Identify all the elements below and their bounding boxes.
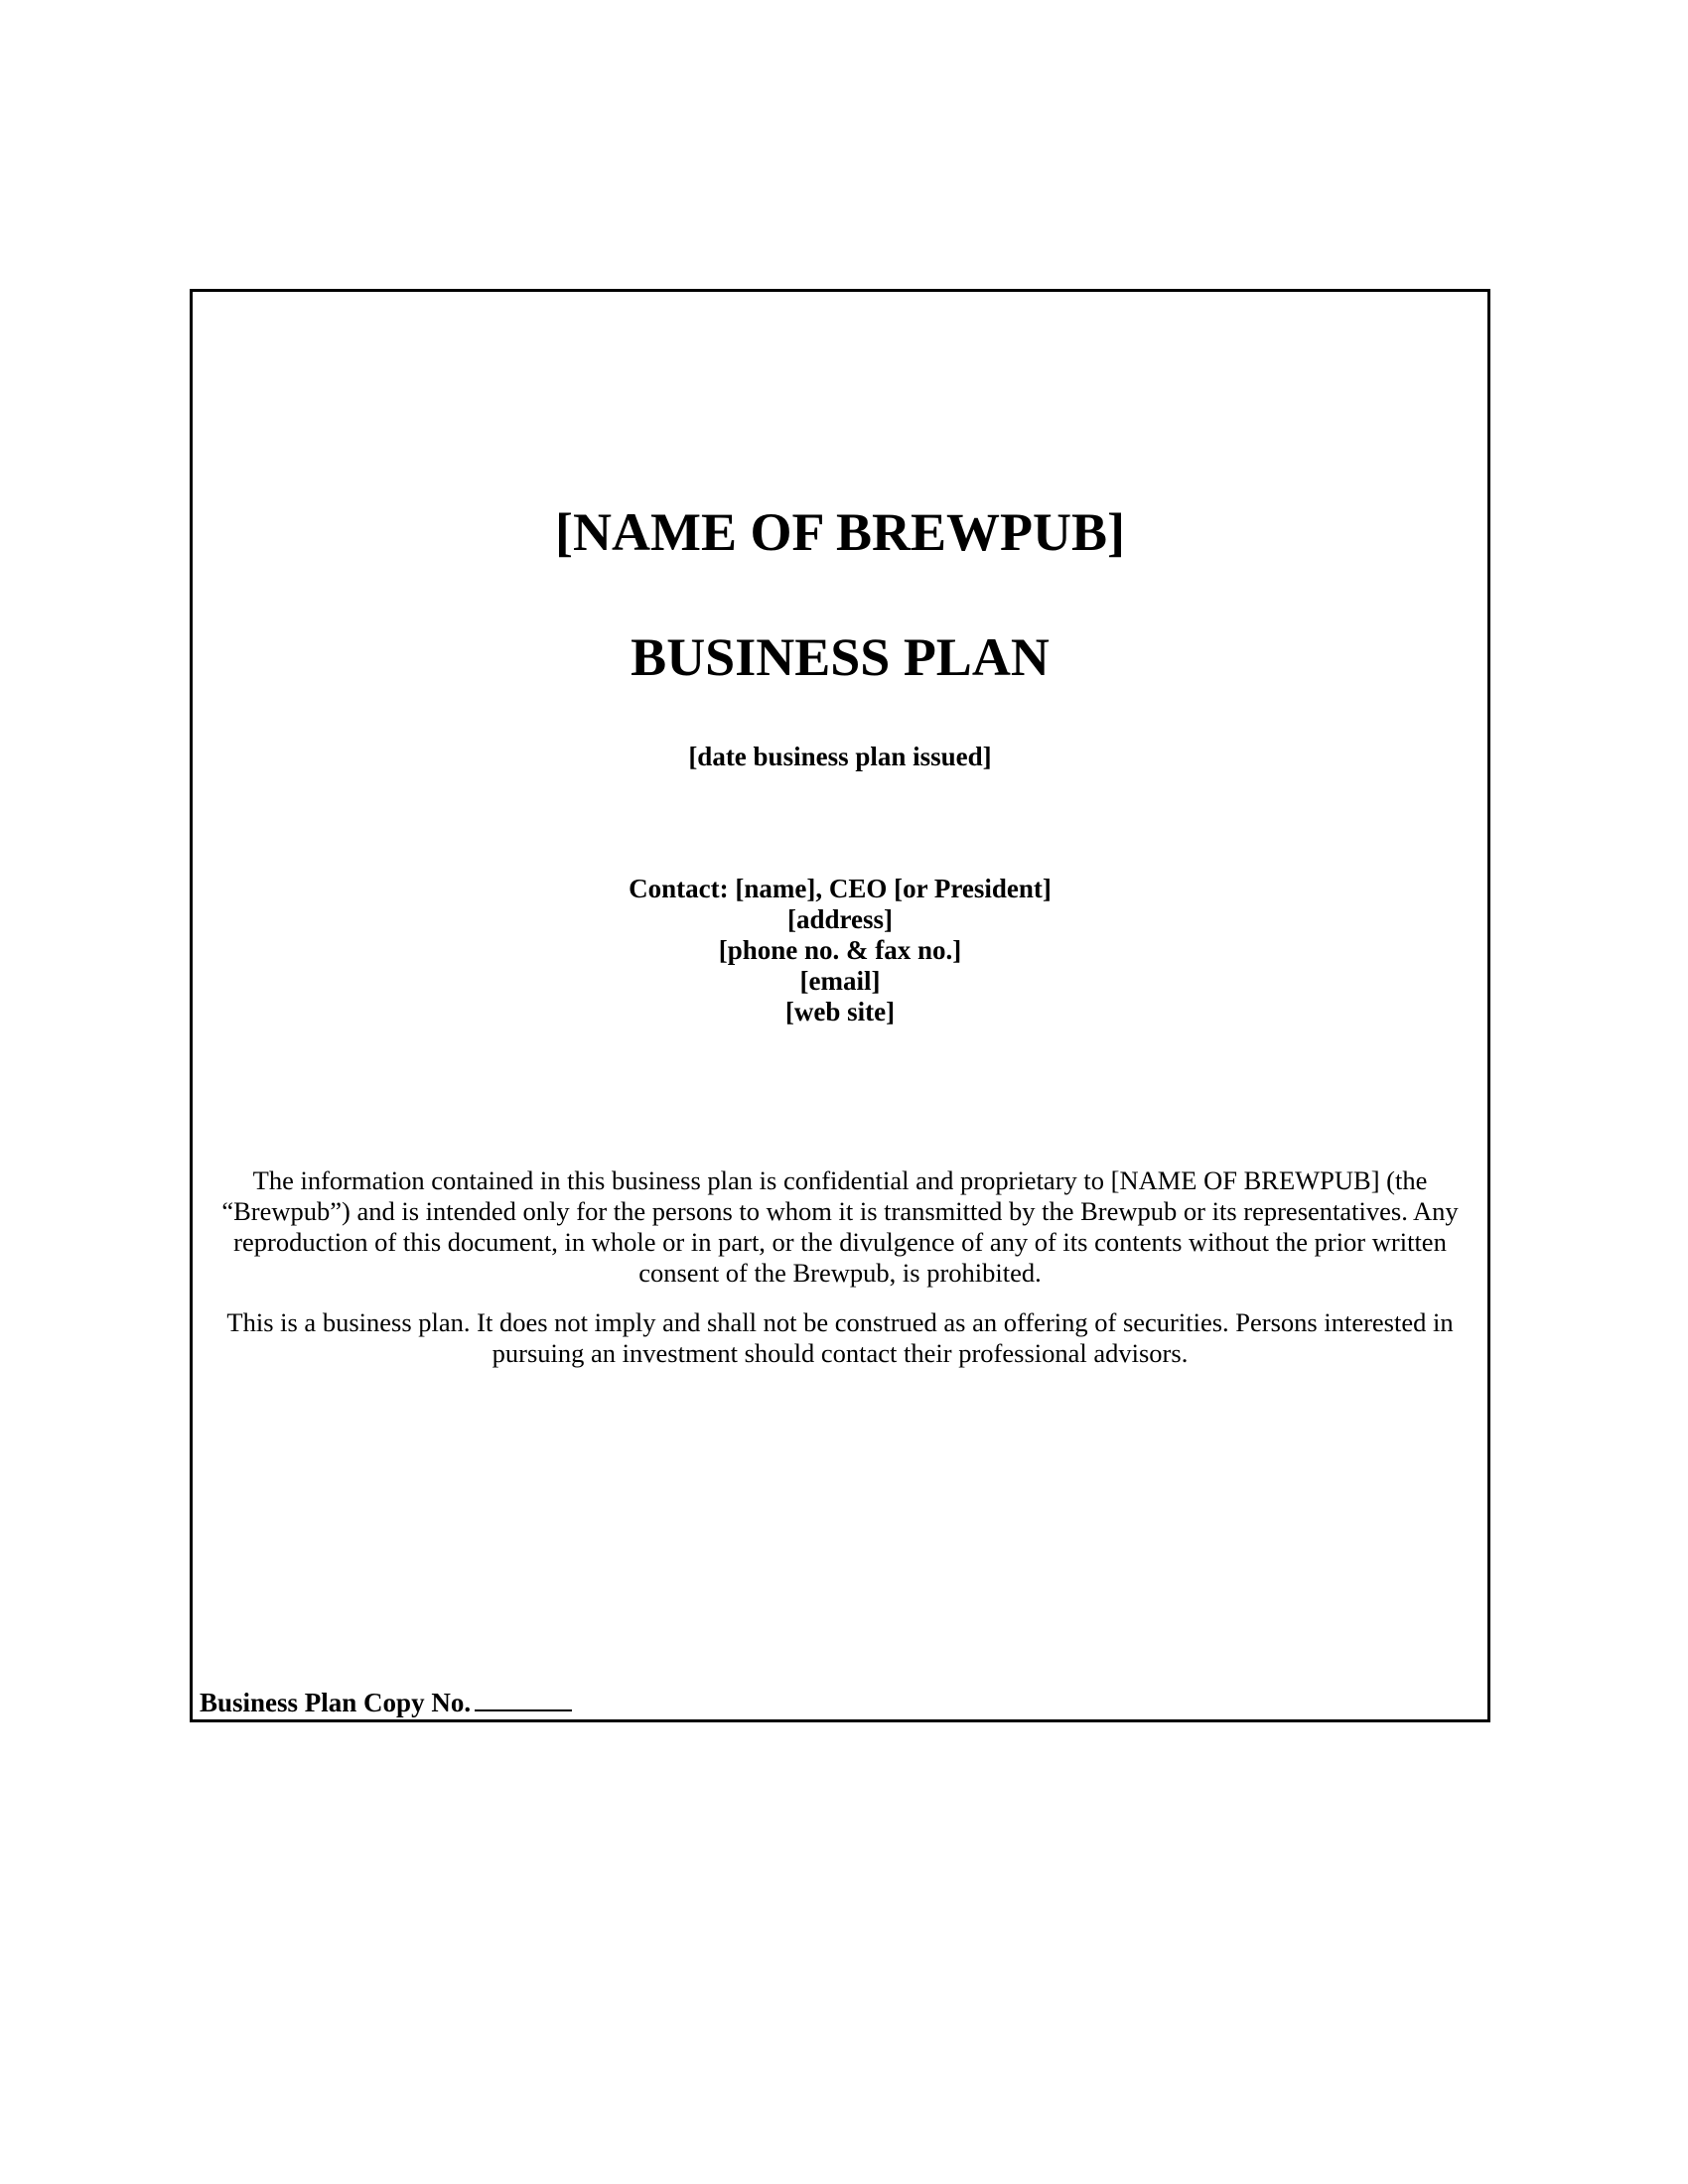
contact-address: [address]: [786, 904, 893, 934]
copy-number-line: [200, 1686, 572, 1719]
contact-block: [193, 874, 1487, 1027]
brewpub-name-title: [NAME OF BREWPUB]: [555, 502, 1125, 562]
date-issued: [date business plan issued]: [688, 742, 992, 771]
copy-number-blank: [475, 1688, 572, 1711]
contact-name-line: Contact: [name], CEO [or President]: [629, 874, 1052, 903]
business-plan-title: BUSINESS PLAN: [631, 627, 1050, 687]
contact-web-site: [web site]: [784, 997, 896, 1026]
notice-block: [199, 1165, 1481, 1388]
confidentiality-notice: The information contained in this business plan is confidential and proprietary to [NAME OF BREWPUB] (the “Brewpub”) and is intended only for the persons to whom it is transmitted by the Brewpub or its representatives. Any reproduction of this document, in whole or in part, or the divulgence of any of its contents without the prior written consent of the Brewpub, is prohibited.: [221, 1165, 1459, 1288]
securities-disclaimer: This is a business plan. It does not imply and shall not be construed as an offering of securities. Persons interested in pursuing an investment should contact their professional advisors.: [226, 1307, 1454, 1368]
contact-email: [email]: [799, 966, 881, 996]
cover-page-frame: [190, 289, 1490, 1722]
contact-phone-fax: [phone no. & fax no.]: [718, 935, 962, 965]
copy-number-label: Business Plan Copy No.: [200, 1688, 472, 1717]
